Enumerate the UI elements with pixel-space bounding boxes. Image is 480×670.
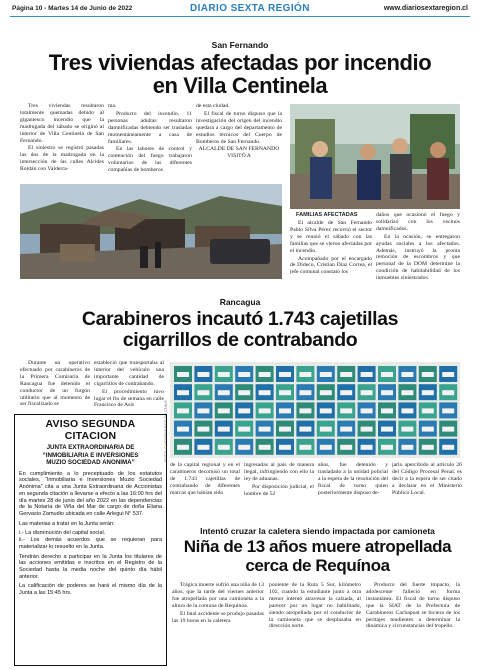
story1-paragraph: de esta ciudad. (196, 103, 230, 109)
pack-label (279, 445, 291, 450)
story1-paragraph: ma. (108, 103, 117, 109)
story1-kicker: San Fernando (211, 40, 269, 50)
cigarettes-photo (170, 362, 460, 458)
story2-paragraph: Durante un operativo efectuado por carabineros de la Primera Comisaría de Rancagua fue detenido el conductor de un furgón utilitario que al momento de ser fiscalizado se (20, 360, 90, 408)
pack-label (197, 372, 209, 377)
story2-column-6 (392, 462, 462, 510)
pack-label (177, 372, 189, 377)
pack-label (422, 390, 434, 395)
newspaper-brand: DIARIO SEXTA REGIÓN (190, 3, 310, 14)
story2-paragraph: de la capital regional y en el carabineros decomisó un total de 1.743 cajetillas de contrabando de diferentes marcas que habían sido (170, 462, 240, 496)
pack-label (279, 372, 291, 377)
notice-body (19, 471, 162, 597)
story1-paragraph: En la ocasión, se entregaron ayudas sociales a los afectados. Además, instruyó la pronta remoción de escombros y que personal de la DOM determine la condición de habitabilidad de los inmuebles siniestrados. (376, 233, 460, 282)
story3-headline-line1: Niña de 13 años muere atropellada (183, 537, 452, 556)
pack-label (259, 390, 271, 395)
story2-paragraph: ingresadas al país de manera ilegal, infringiendo con ello la ley de aduanas. (244, 462, 314, 482)
story1-paragraph: El siniestro se registró pasadas las dos de la madrugada en la intersección de las calles Alcides Roldán con Valderra- (20, 145, 104, 173)
pack-label (197, 427, 209, 432)
story1-column-4 (290, 220, 372, 282)
pack-label (340, 427, 352, 432)
pack-label (238, 445, 250, 450)
pack-label (340, 372, 352, 377)
pack-label (320, 372, 332, 377)
story3-paragraph: poniente de la Ruta 5 Sur, kilómetro 102, cuando la estudiante junto a otra menor intentó atravesar la calzada, al parecer por un lugar no habilitado, siendo atropellada por el conductor de la camioneta que se desplazaba en dirección norte. (269, 582, 361, 630)
story1-headline-line2: en Villa Centinela (152, 73, 328, 98)
pack-label (197, 445, 209, 450)
page-header (10, 3, 470, 17)
pack-label (381, 390, 393, 395)
pack-label (299, 390, 311, 395)
pack-label (340, 390, 352, 395)
pack-label (320, 445, 332, 450)
notice-paragraph: ii.- Los demás acuerdos que se requieran para materializar lo resuelto en la Junta. (19, 537, 162, 550)
story3-paragraph: Trágica muerte sufrió una niña de 13 años, que la tarde del viernes anterior fue atropellada por una camioneta a la altura de la comuna de Requínoa. (172, 582, 264, 609)
story1-paragraph: El fiscal de turno dispuso que la investigación del origen del incendio quedara a cargo del departamento de estudios técnicos del Cuerpo de Bomberos de San Fernando. (196, 110, 282, 145)
story1-headline-line1: Tres viviendas afectadas por incendio (48, 50, 432, 75)
pack-label (279, 427, 291, 432)
pack-label (299, 372, 311, 377)
pack-label (422, 372, 434, 377)
pack-label (401, 390, 413, 395)
pack-label (381, 372, 393, 377)
pack-label (401, 372, 413, 377)
pack-label (279, 408, 291, 413)
story2-kicker: Rancagua (219, 297, 261, 307)
pack-label (361, 427, 373, 432)
story2-paragraph: Por disposición judicial, el hombre de 52 (244, 483, 314, 497)
pack-label (177, 408, 189, 413)
pack-label (218, 390, 230, 395)
fire-ruins-photo (20, 184, 282, 279)
cigarette-packs-image (170, 362, 460, 458)
notice-paragraph: Las materias a tratar en la Junta serán: (19, 520, 115, 527)
notice-subtitle-line: JUNTA EXTRAORDINARIA DE (46, 444, 135, 451)
story1-paragraph: Tres viviendas resultaron totalmente quemadas debido al gigantesco incendio que la madrugada del sábado se originó al interior de Villa Centinela de San Fernando. (20, 103, 104, 144)
notice-paragraph: La calificación de poderes se hará el mismo día de la Junta a las 15:45 hrs. (19, 583, 162, 597)
pack-label (299, 408, 311, 413)
story2-paragraph: jarlo apercibido al artículo 26 del Código Procesal Penal, es decir a la espera de ser citado a declarar en el Ministerio Público Local. (392, 462, 462, 496)
story3-headline (170, 537, 465, 575)
pack-label (401, 408, 413, 413)
pack-label (218, 427, 230, 432)
pack-label (259, 372, 271, 377)
story2-headline-line1: Carabineros incautó 1.743 cajetillas (81, 308, 399, 330)
pack-label (218, 445, 230, 450)
story3-column-2 (269, 582, 361, 664)
pack-label (442, 390, 454, 395)
story1-subhead: ALCALDE DE SAN FERNANDO VISITÓ A (198, 146, 280, 160)
pack-label (299, 427, 311, 432)
pack-label (299, 445, 311, 450)
pack-label (361, 445, 373, 450)
story1-paragraph: En las labores de control y contención del fuego trabajaron voluntarios de las diferentes compañías de bomberos (108, 146, 192, 174)
story2-headline (15, 309, 465, 351)
pack-label (442, 427, 454, 432)
story1-paragraph: El alcalde de San Fernando Pablo Silva Pérez recorrió el sector y se reunió el sábado con las familias que se vieron afectadas por el incendio. (290, 220, 372, 254)
notice-subtitle-line: MUZIO SOCIEDAD ANONIMA” (46, 459, 135, 467)
pack-label (320, 390, 332, 395)
pack-label (340, 408, 352, 413)
pack-label (442, 408, 454, 413)
pack-label (361, 372, 373, 377)
pack-label (218, 372, 230, 377)
pack-label (259, 408, 271, 413)
story1-column-2 (108, 103, 192, 181)
pack-label (197, 408, 209, 413)
story3-paragraph: El fatal accidente se produjo pasadas las 19 horas en la caletera (172, 610, 264, 624)
story1-column-5 (376, 212, 460, 282)
mayor-photo-caption: FAMILIAS AFECTADAS (296, 212, 358, 218)
photo-credit: FOTO: CARABINEROS DE CHILE (163, 400, 168, 462)
story2-column-1 (20, 360, 90, 414)
pack-label (361, 408, 373, 413)
story1-headline (15, 51, 465, 97)
pack-label (177, 390, 189, 395)
notice-paragraph: i.- La disminución del capital social. (19, 530, 106, 537)
story3-column-1 (172, 582, 264, 664)
pack-label (381, 445, 393, 450)
pack-label (422, 427, 434, 432)
pack-label (238, 372, 250, 377)
pack-label (340, 445, 352, 450)
story2-column-5 (318, 462, 388, 510)
pack-label (442, 445, 454, 450)
pack-label (401, 445, 413, 450)
story2-paragraph: estableció que transportaba al interior del vehículo una importante cantidad de cigarrillos de contrabando. (94, 360, 164, 387)
story3-column-3 (366, 582, 460, 664)
story3-kicker: Intentó cruzar la caletera siendo impactada por camioneta (200, 526, 435, 536)
story2-column-2 (94, 360, 164, 414)
pack-label (218, 408, 230, 413)
pack-label (381, 427, 393, 432)
story1-paragraph: daños que ocasionó el fuego y solidarizó con los vecinos damnificados. (376, 212, 460, 232)
pack-label (320, 408, 332, 413)
story2-column-4 (244, 462, 314, 510)
pack-label (320, 427, 332, 432)
pack-label (361, 390, 373, 395)
pack-label (177, 427, 189, 432)
page-info: Página 10 - Martes 14 de Junio de 2022 (12, 5, 133, 12)
notice-paragraph: En cumplimiento a lo preceptuado de los estatutos sociales, “Inmobiliaria e Inversiones Muzio Sociedad Anónima” cita a una Junta Extraordinaria de Accionistas en segunda citación a llevarse a efecto a las 16:00 hrs del día martes 28 de junio del año 2022 en las dependencias de la Notaría de Viña del Mar de cargo de doña Eliana Gervasio Zamudio ubicada en calle Arlegui N° 537. (19, 470, 162, 517)
notice-paragraph: Tendrán derecho a participar en la Junta los titulares de las acciones emitidas e inscritos en el Registro de la Sociedad hasta la media noche del quinto día hábil anterior. (19, 553, 162, 580)
pack-label (442, 372, 454, 377)
pack-label (177, 445, 189, 450)
pack-label (279, 390, 291, 395)
story3-paragraph: Producto del fuerte impacto, la adolescente falleció en forma instantánea. El fiscal de turno dispuso que la SIAT de la Prefectura de Carabineros Cachapoal se hiciera de los peritajes tendientes a determinar la dinámica y circunstancias del tropello. (366, 582, 460, 630)
pack-label (238, 390, 250, 395)
notice-subtitle-line: “INMOBILIARIA E INVERSIONES (42, 451, 139, 459)
pack-label (238, 408, 250, 413)
story2-column-3 (170, 462, 240, 510)
pack-label (197, 390, 209, 395)
notice-subtitle (19, 444, 162, 467)
pack-label (401, 427, 413, 432)
story2-headline-line2: cigarrillos de contrabando (122, 329, 358, 351)
legal-notice-box (14, 414, 167, 666)
story1-paragraph: Producto del incendio, 11 personas adultas resultaron damnificadas debiendo ser trasladas momentáneamente a casa de familiares. (108, 110, 192, 145)
story3-headline-line2: cerca de Requínoa (245, 556, 390, 575)
fire-ruins-image (20, 184, 282, 279)
pack-label (422, 445, 434, 450)
pack-label (238, 427, 250, 432)
pack-label (381, 408, 393, 413)
pack-label (259, 445, 271, 450)
pack-label (259, 427, 271, 432)
story1-column-3 (196, 103, 282, 181)
story1-column-1 (20, 103, 104, 181)
story2-paragraph: El procedimiento tuvo lugar el fin de semana en calle Francisco de Asís (94, 388, 164, 409)
story1-paragraph: Acompañado por el encargado de Dideco, Cristian Díaz Correa, el jefe comunal constató los (290, 255, 372, 276)
pack-label (422, 408, 434, 413)
mayor-visit-photo (290, 104, 460, 209)
story2-paragraph: años, fue detenido y trasladado a la unidad policial a la espera de la resolución del fiscal de turno quien posteriormente dispuso de- (318, 462, 388, 496)
notice-title: AVISO SEGUNDA CITACION (45, 418, 136, 442)
mayor-visit-image (290, 104, 460, 209)
website-url[interactable]: www.diariosextaregion.cl (383, 5, 468, 12)
